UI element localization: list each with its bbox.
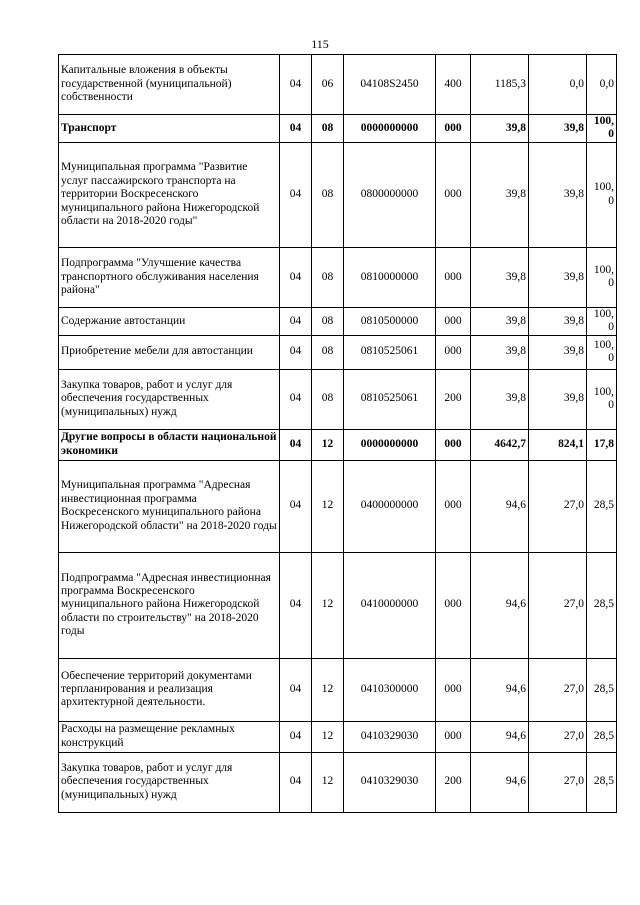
- subsection-code: 08: [312, 307, 344, 335]
- expense-type-code: 000: [436, 307, 471, 335]
- target-article-code: 0410000000: [344, 552, 436, 658]
- subsection-code: 12: [312, 752, 344, 812]
- expense-type-code: 000: [436, 142, 471, 247]
- page-number: 115: [311, 37, 329, 51]
- budget-table: [58, 54, 617, 813]
- planned-amount: 39,8: [471, 369, 529, 429]
- planned-amount: 39,8: [471, 307, 529, 335]
- subsection-code: 08: [312, 335, 344, 369]
- actual-amount: 27,0: [529, 552, 587, 658]
- section-code: 04: [280, 658, 312, 721]
- actual-amount: 39,8: [529, 142, 587, 247]
- target-article-code: 0400000000: [344, 460, 436, 552]
- actual-amount: 27,0: [529, 460, 587, 552]
- execution-percent: 28,5: [587, 721, 617, 752]
- row-name: Муниципальная программа "Адресная инвестиционная программа Воскресенского муниципального района Нижегородской области" на 2018-2020 годы: [59, 460, 280, 552]
- subsection-code: 12: [312, 460, 344, 552]
- actual-amount: 27,0: [529, 721, 587, 752]
- subsection-code: 12: [312, 429, 344, 460]
- section-code: 04: [280, 247, 312, 307]
- execution-percent: 0,0: [587, 55, 617, 115]
- row-name: Закупка товаров, работ и услуг для обеспечения государственных (муниципальных) нужд: [59, 369, 280, 429]
- subsection-code: 08: [312, 369, 344, 429]
- target-article-code: 0000000000: [344, 115, 436, 143]
- expense-type-code: 000: [436, 247, 471, 307]
- actual-amount: 39,8: [529, 247, 587, 307]
- row-name: Подпрограмма "Улучшение качества транспортного обслуживания населения района": [59, 247, 280, 307]
- actual-amount: 27,0: [529, 752, 587, 812]
- section-code: 04: [280, 721, 312, 752]
- expense-type-code: 400: [436, 55, 471, 115]
- target-article-code: 04108S2450: [344, 55, 436, 115]
- table-row: [59, 369, 617, 429]
- planned-amount: 94,6: [471, 721, 529, 752]
- section-code: 04: [280, 752, 312, 812]
- expense-type-code: 200: [436, 369, 471, 429]
- target-article-code: 0410329030: [344, 721, 436, 752]
- row-name: Подпрограмма "Адресная инвестиционная программа Воскресенского муниципального района Нижегородской области по строительству" на 2018-2020 годы: [59, 552, 280, 658]
- subsection-code: 12: [312, 552, 344, 658]
- actual-amount: 27,0: [529, 658, 587, 721]
- row-name: Содержание автостанции: [59, 307, 280, 335]
- row-name: Другие вопросы в области национальной экономики: [59, 429, 280, 460]
- row-name: Приобретение мебели для автостанции: [59, 335, 280, 369]
- target-article-code: 0410300000: [344, 658, 436, 721]
- row-name: Закупка товаров, работ и услуг для обеспечения государственных (муниципальных) нужд: [59, 752, 280, 812]
- execution-percent: 100,0: [587, 369, 617, 429]
- planned-amount: 94,6: [471, 658, 529, 721]
- expense-type-code: 000: [436, 335, 471, 369]
- actual-amount: 39,8: [529, 335, 587, 369]
- execution-percent: 100,0: [587, 307, 617, 335]
- target-article-code: 0810000000: [344, 247, 436, 307]
- table-row: [59, 752, 617, 812]
- table-row: [59, 658, 617, 721]
- row-name: Транспорт: [59, 115, 280, 143]
- execution-percent: 28,5: [587, 658, 617, 721]
- execution-percent: 28,5: [587, 552, 617, 658]
- row-name: Муниципальная программа "Развитие услуг пассажирского транспорта на территории Воскресенского муниципального района Нижегородской области на 2018-2020 годы": [59, 142, 280, 247]
- expense-type-code: 000: [436, 115, 471, 143]
- target-article-code: 0000000000: [344, 429, 436, 460]
- expense-type-code: 000: [436, 721, 471, 752]
- section-code: 04: [280, 552, 312, 658]
- expense-type-code: 000: [436, 658, 471, 721]
- section-code: 04: [280, 460, 312, 552]
- planned-amount: 94,6: [471, 552, 529, 658]
- target-article-code: 0800000000: [344, 142, 436, 247]
- execution-percent: 100,0: [587, 335, 617, 369]
- execution-percent: 100,0: [587, 115, 617, 143]
- execution-percent: 28,5: [587, 752, 617, 812]
- execution-percent: 28,5: [587, 460, 617, 552]
- execution-percent: 100,0: [587, 142, 617, 247]
- expense-type-code: 000: [436, 552, 471, 658]
- actual-amount: 824,1: [529, 429, 587, 460]
- planned-amount: 94,6: [471, 752, 529, 812]
- section-code: 04: [280, 335, 312, 369]
- section-code: 04: [280, 307, 312, 335]
- subsection-code: 08: [312, 142, 344, 247]
- table-row: [59, 460, 617, 552]
- target-article-code: 0810525061: [344, 335, 436, 369]
- section-code: 04: [280, 369, 312, 429]
- planned-amount: 39,8: [471, 335, 529, 369]
- planned-amount: 39,8: [471, 247, 529, 307]
- subsection-code: 08: [312, 247, 344, 307]
- expense-type-code: 000: [436, 429, 471, 460]
- section-code: 04: [280, 142, 312, 247]
- table-row: [59, 307, 617, 335]
- planned-amount: 4642,7: [471, 429, 529, 460]
- actual-amount: 39,8: [529, 115, 587, 143]
- actual-amount: 0,0: [529, 55, 587, 115]
- row-name: Расходы на размещение рекламных конструкций: [59, 721, 280, 752]
- section-code: 04: [280, 429, 312, 460]
- execution-percent: 17,8: [587, 429, 617, 460]
- execution-percent: 100,0: [587, 247, 617, 307]
- section-code: 04: [280, 55, 312, 115]
- planned-amount: 39,8: [471, 142, 529, 247]
- table-row: [59, 552, 617, 658]
- actual-amount: 39,8: [529, 307, 587, 335]
- row-name: Капитальные вложения в объекты государственной (муниципальной) собственности: [59, 55, 280, 115]
- subsection-code: 08: [312, 115, 344, 143]
- row-name: Обеспечение территорий документами терпланирования и реализация архитектурной деятельности.: [59, 658, 280, 721]
- table-row: [59, 721, 617, 752]
- table-row: [59, 429, 617, 460]
- table-row: [59, 55, 617, 115]
- planned-amount: 39,8: [471, 115, 529, 143]
- table-row: [59, 335, 617, 369]
- expense-type-code: 200: [436, 752, 471, 812]
- target-article-code: 0810500000: [344, 307, 436, 335]
- target-article-code: 0810525061: [344, 369, 436, 429]
- subsection-code: 12: [312, 721, 344, 752]
- target-article-code: 0410329030: [344, 752, 436, 812]
- planned-amount: 1185,3: [471, 55, 529, 115]
- table-row: [59, 247, 617, 307]
- expense-type-code: 000: [436, 460, 471, 552]
- table-row: [59, 142, 617, 247]
- section-code: 04: [280, 115, 312, 143]
- subsection-code: 12: [312, 658, 344, 721]
- actual-amount: 39,8: [529, 369, 587, 429]
- subsection-code: 06: [312, 55, 344, 115]
- table-row: [59, 115, 617, 143]
- planned-amount: 94,6: [471, 460, 529, 552]
